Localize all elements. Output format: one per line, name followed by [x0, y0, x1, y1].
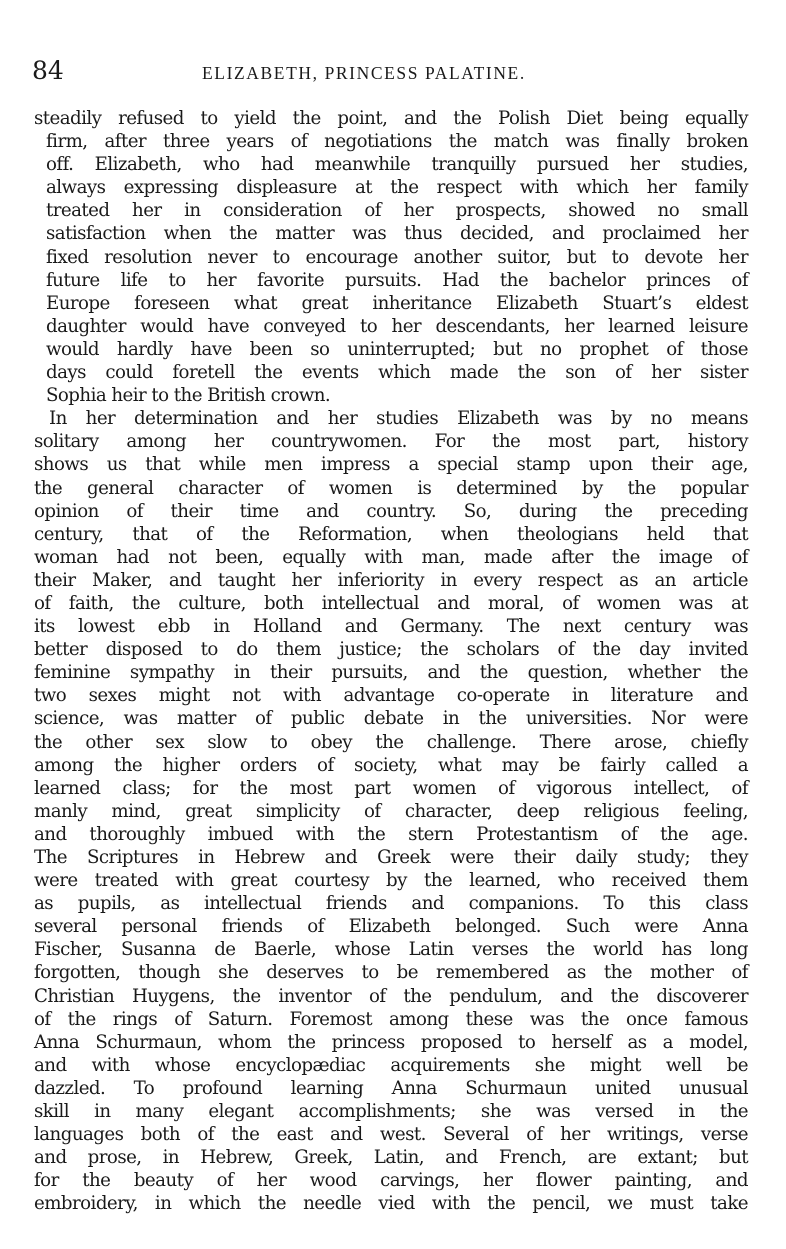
text-line: Fischer, Susanna de Baerle, whose Latin verses the world has long — [34, 939, 748, 961]
text-line: Anna Schurmaun, whom the princess proposed to herself as a model, — [34, 1031, 748, 1053]
text-line: solitary among her countrywomen. For the most part, history — [34, 431, 748, 453]
text-line: satisfaction when the matter was thus decided, and proclaimed her — [46, 223, 748, 245]
text-line: languages both of the east and west. Several of her writings, verse — [34, 1124, 748, 1146]
text-line: fixed resolution never to encourage another suitor, but to devote her — [46, 246, 748, 268]
text-line: opinion of their time and country. So, during the preceding — [34, 500, 748, 522]
paragraph-last-line: Sophia heir to the British crown. — [46, 385, 331, 407]
text-line: several personal friends of Elizabeth belonged. Such were Anna — [34, 916, 748, 938]
text-line: and thoroughly imbued with the stern Protestantism of the age. — [34, 823, 748, 845]
text-line: and with whose encyclopædiac acquirements she might well be — [34, 1054, 748, 1076]
text-line: were treated with great courtesy by the learned, who received them — [34, 870, 748, 892]
text-line: of the rings of Saturn. Foremost among these was the once famous — [34, 1008, 748, 1030]
text-line: off. Elizabeth, who had meanwhile tranquilly pursued her studies, — [46, 154, 748, 176]
running-title: ELIZABETH, PRINCESS PALATINE. — [202, 63, 526, 83]
text-line: learned class; for the most part women of vigorous intellect, of — [34, 777, 748, 799]
text-line: steadily refused to yield the point, and the Polish Diet being equally — [34, 108, 748, 129]
text-line: skill in many elegant accomplishments; she was versed in the — [34, 1101, 748, 1123]
text-line: century, that of the Reformation, when theologians held that — [34, 523, 748, 545]
running-head — [32, 55, 754, 87]
text-line: better disposed to do them justice; the scholars of the day invited — [34, 639, 748, 661]
text-line: Europe foreseen what great inheritance Elizabeth Stuart’s eldest — [46, 292, 748, 314]
text-line: among the higher orders of society, what may be fairly called a — [34, 754, 748, 776]
text-line: days could foretell the events which made the son of her sister — [46, 362, 748, 384]
text-line: firm, after three years of negotiations the match was finally broken — [46, 131, 748, 153]
text-line: shows us that while men impress a special stamp upon their age, — [34, 454, 748, 476]
text-line: feminine sympathy in their pursuits, and the question, whether the — [34, 662, 748, 684]
text-line: and prose, in Hebrew, Greek, Latin, and French, are extant; but — [34, 1147, 748, 1169]
text-line: daughter would have conveyed to her descendants, her learned leisure — [46, 315, 748, 337]
body-text — [34, 107, 748, 1216]
text-line: would hardly have been so uninterrupted; but no prophet of those — [46, 338, 748, 360]
text-line: future life to her favorite pursuits. Had the bachelor princes of — [46, 269, 748, 291]
text-line: for the beauty of her wood carvings, her flower painting, and — [34, 1170, 748, 1192]
text-line: Christian Huygens, the inventor of the pendulum, and the discoverer — [34, 985, 748, 1007]
page-number: 84 — [32, 56, 64, 85]
text-line: their Maker, and taught her inferiority in every respect as an article — [34, 569, 748, 591]
text-line: dazzled. To profound learning Anna Schurmaun united unusual — [34, 1077, 748, 1099]
text-line: treated her in consideration of her prospects, showed no small — [46, 200, 748, 222]
text-line: embroidery, in which the needle vied with the pencil, we must take — [34, 1193, 748, 1215]
paragraph-first-line: In her determination and her studies Elizabeth was by no means — [49, 408, 748, 430]
text-line: science, was matter of public debate in the universities. Nor were — [34, 708, 748, 730]
text-line: its lowest ebb in Holland and Germany. The next century was — [34, 616, 748, 638]
text-line: The Scriptures in Hebrew and Greek were their daily study; they — [34, 847, 748, 868]
text-line: always expressing displeasure at the respect with which her family — [46, 177, 748, 199]
text-line: of faith, the culture, both intellectual and moral, of women was at — [34, 592, 748, 614]
text-line: woman had not been, equally with man, made after the image of — [34, 546, 748, 568]
text-line: two sexes might not with advantage co-operate in literature and — [34, 685, 748, 707]
text-line: the other sex slow to obey the challenge. There arose, chiefly — [34, 731, 748, 753]
text-line: the general character of women is determined by the popular — [34, 477, 748, 499]
text-line: as pupils, as intellectual friends and companions. To this class — [34, 893, 748, 915]
text-line: forgotten, though she deserves to be remembered as the mother of — [34, 962, 748, 984]
text-line: manly mind, great simplicity of character, deep religious feeling, — [34, 800, 748, 822]
